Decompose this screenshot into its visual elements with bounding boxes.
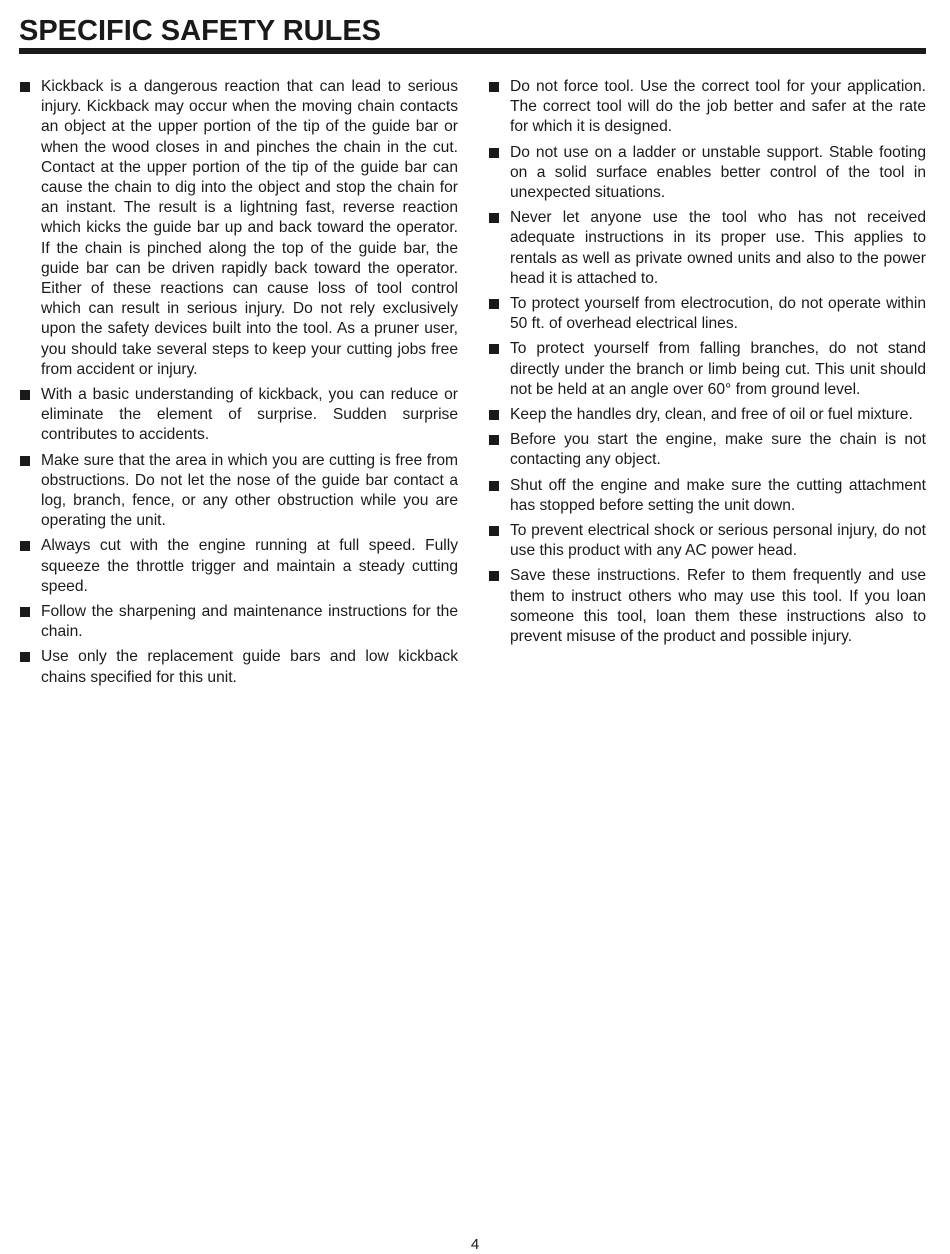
square-bullet-icon	[20, 652, 30, 662]
safety-rule-item	[488, 405, 926, 425]
safety-rule-text: Shut off the engine and make sure the cutting attachment has stopped before setting the unit down.	[510, 476, 926, 514]
square-bullet-icon	[489, 344, 499, 354]
safety-rule-item	[488, 143, 926, 204]
square-bullet-icon	[20, 456, 30, 466]
square-bullet-icon	[489, 571, 499, 581]
title-rule	[19, 48, 926, 54]
safety-rule-text: To prevent electrical shock or serious personal injury, do not use this product with any AC power head.	[510, 522, 926, 560]
safety-rule-item	[488, 521, 926, 561]
square-bullet-icon	[20, 541, 30, 551]
safety-rule-text: Kickback is a dangerous reaction that can lead to serious injury. Kickback may occur when the moving chain contacts an object at the upper portion of the tip of the guide bar or when the wood closes in and pinches the chain in the cut. Contact at the upper portion of the tip of the guide bar can cause the chain to dig into the object and stop the chain for an instant. The result is a lightning fast, reverse reaction which kicks the guide bar up and back toward the operator. If the chain is pinched along the top of the guide bar, the guide bar can be driven rapidly back toward the operator. Either of these reactions can cause loss of tool control which can result in serious injury. Do not rely exclusively upon the safety devices built into the tool. As a pruner user, you should take several steps to keep your cutting jobs free from accident or injury.	[41, 78, 458, 378]
square-bullet-icon	[20, 82, 30, 92]
safety-rule-text: Keep the handles dry, clean, and free of oil or fuel mixture.	[510, 406, 913, 424]
safety-rule-item	[488, 208, 926, 289]
safety-rule-text: Make sure that the area in which you are cutting is free from obstructions. Do not let the nose of the guide bar contact a log, branch, fence, or any other obstruction while you are operating the unit.	[41, 451, 458, 530]
safety-rule-item	[19, 536, 458, 597]
safety-rule-item	[19, 77, 458, 380]
safety-rule-item	[488, 77, 926, 138]
safety-rule-text: Always cut with the engine running at full speed. Fully squeeze the throttle trigger and maintain a steady cutting speed.	[41, 537, 458, 595]
safety-rule-item	[19, 647, 458, 687]
right-column	[488, 77, 926, 652]
safety-rule-text: Save these instructions. Refer to them frequently and use them to instruct others who may use this tool. If you loan someone this tool, loan them these instructions also to prevent misuse of the product and possible injury.	[510, 567, 926, 646]
safety-rule-text: Never let anyone use the tool who has not received adequate instructions in its proper use. This applies to rentals as well as private owned units and also to the power head it is attached to.	[510, 209, 926, 287]
safety-rule-item	[19, 602, 458, 642]
safety-rule-text: Follow the sharpening and maintenance instructions for the chain.	[41, 603, 458, 641]
square-bullet-icon	[489, 410, 499, 420]
square-bullet-icon	[489, 299, 499, 309]
safety-rule-text: Use only the replacement guide bars and low kickback chains specified for this unit.	[41, 648, 458, 686]
safety-rule-text: To protect yourself from electrocution, do not operate within 50 ft. of overhead electrical lines.	[510, 295, 926, 333]
square-bullet-icon	[489, 435, 499, 445]
square-bullet-icon	[489, 82, 499, 92]
square-bullet-icon	[20, 607, 30, 617]
safety-rule-text: Before you start the engine, make sure the chain is not contacting any object.	[510, 431, 926, 469]
safety-rule-text: Do not force tool. Use the correct tool for your application. The correct tool will do the job better and safer at the rate for which it is designed.	[510, 78, 926, 136]
square-bullet-icon	[489, 526, 499, 536]
safety-rule-item	[19, 385, 458, 446]
left-column	[19, 77, 458, 693]
safety-rule-item	[488, 430, 926, 470]
square-bullet-icon	[489, 213, 499, 223]
safety-rule-item	[488, 476, 926, 516]
safety-rule-item	[19, 451, 458, 532]
safety-rule-item	[488, 339, 926, 400]
page-title: SPECIFIC SAFETY RULES	[19, 15, 382, 47]
square-bullet-icon	[489, 481, 499, 491]
page-number: 4	[470, 1236, 480, 1253]
square-bullet-icon	[20, 390, 30, 400]
safety-rule-item	[488, 294, 926, 334]
safety-rule-item	[488, 566, 926, 647]
safety-rule-text: With a basic understanding of kickback, you can reduce or eliminate the element of surprise. Sudden surprise contributes to accidents.	[41, 386, 458, 444]
safety-rule-text: To protect yourself from falling branches, do not stand directly under the branch or limb being cut. This unit should not be held at an angle over 60° from ground level.	[510, 340, 926, 398]
safety-rule-text: Do not use on a ladder or unstable support. Stable footing on a solid surface enables better control of the tool in unexpected situations.	[510, 143, 926, 202]
square-bullet-icon	[489, 148, 499, 158]
